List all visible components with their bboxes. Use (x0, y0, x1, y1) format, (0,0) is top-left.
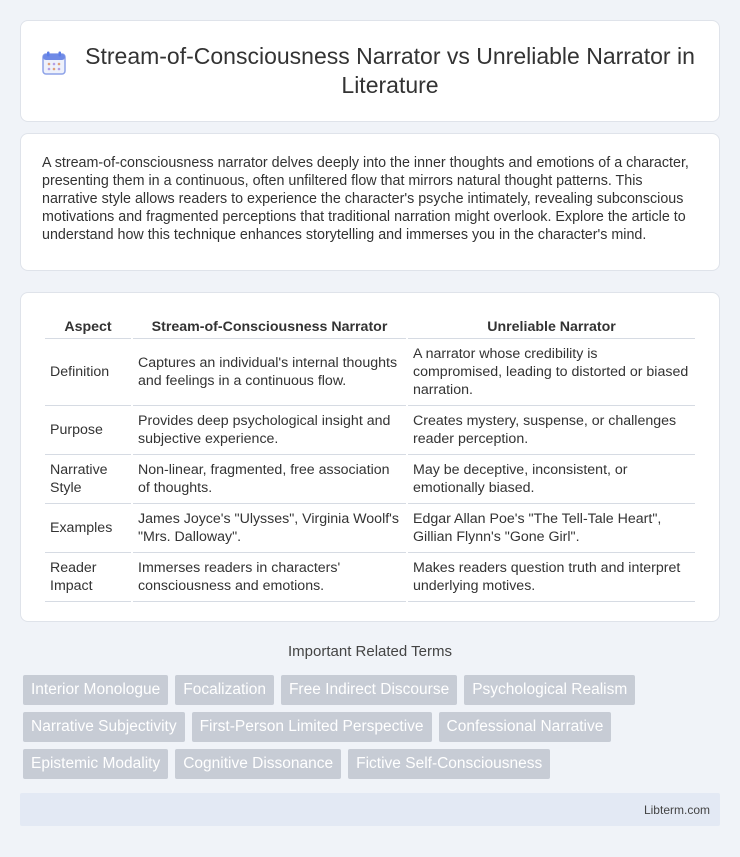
row-aspect: Reader Impact (45, 553, 131, 602)
tag-narrative-subjectivity[interactable]: Narrative Subjectivity (23, 712, 185, 742)
row-aspect: Narrative Style (45, 455, 131, 504)
row-stream-value: Immerses readers in characters' consciousness and emotions. (133, 553, 406, 602)
tag-focalization[interactable]: Focalization (175, 675, 274, 705)
header-unreliable-narrator: Unreliable Narrator (408, 315, 695, 339)
comparison-table-card (20, 292, 720, 622)
tag-free-indirect-discourse[interactable]: Free Indirect Discourse (281, 675, 457, 705)
intro-paragraph: A stream-of-consciousness narrator delves deeply into the inner thoughts and emotions of a character, presenting them in a continuous, often unfiltered flow that mirrors natural thought patterns. This narrative style allows readers to experience the character's psyche intimately, revealing subconscious motivations and fragmented perceptions that traditional narration might overlook. Explore the article to understand how this technique enhances storytelling and immerses you in the character's mind. (42, 155, 689, 243)
tag-epistemic-modality[interactable]: Epistemic Modality (23, 749, 168, 779)
header-stream-of-consciousness: Stream-of-Consciousness Narrator (133, 315, 406, 339)
related-terms-list (23, 675, 723, 786)
tag-fictive-self-consciousness[interactable]: Fictive Self-Consciousness (348, 749, 550, 779)
intro-card (20, 133, 720, 271)
footer (20, 793, 720, 826)
tag-interior-monologue[interactable]: Interior Monologue (23, 675, 168, 705)
row-aspect: Purpose (45, 406, 131, 455)
row-unreliable-value: A narrator whose credibility is compromised, leading to distorted or biased narration. (408, 339, 695, 406)
table-header-row (45, 315, 695, 339)
tag-first-person-limited-perspective[interactable]: First-Person Limited Perspective (192, 712, 432, 742)
row-stream-value: James Joyce's "Ulysses", Virginia Woolf's "Mrs. Dalloway". (133, 504, 406, 553)
table-row (45, 339, 695, 406)
row-stream-value: Captures an individual's internal thoughts and feelings in a continuous flow. (133, 339, 406, 406)
title-card (20, 20, 720, 122)
table-row (45, 504, 695, 553)
row-unreliable-value: Makes readers question truth and interpret underlying motives. (408, 553, 695, 602)
tag-confessional-narrative[interactable]: Confessional Narrative (439, 712, 612, 742)
row-unreliable-value: Edgar Allan Poe's "The Tell-Tale Heart", Gillian Flynn's "Gone Girl". (408, 504, 695, 553)
table-row (45, 406, 695, 455)
related-terms-title: Important Related Terms (288, 643, 452, 660)
row-stream-value: Provides deep psychological insight and subjective experience. (133, 406, 406, 455)
page-title: Stream-of-Consciousness Narrator vs Unreliable Narrator in Literature (85, 43, 695, 98)
header-aspect: Aspect (45, 315, 131, 339)
footer-brand[interactable]: Libterm.com (643, 802, 710, 817)
row-aspect: Definition (45, 339, 131, 406)
table-row (45, 553, 695, 602)
row-unreliable-value: May be deceptive, inconsistent, or emotionally biased. (408, 455, 695, 504)
row-unreliable-value: Creates mystery, suspense, or challenges reader perception. (408, 406, 695, 455)
tag-cognitive-dissonance[interactable]: Cognitive Dissonance (175, 749, 341, 779)
tag-psychological-realism[interactable]: Psychological Realism (464, 675, 635, 705)
row-stream-value: Non-linear, fragmented, free association of thoughts. (133, 455, 406, 504)
title-wrap (41, 42, 699, 100)
row-aspect: Examples (45, 504, 131, 553)
comparison-table (43, 315, 697, 602)
table-row (45, 455, 695, 504)
calendar-icon (41, 50, 67, 76)
